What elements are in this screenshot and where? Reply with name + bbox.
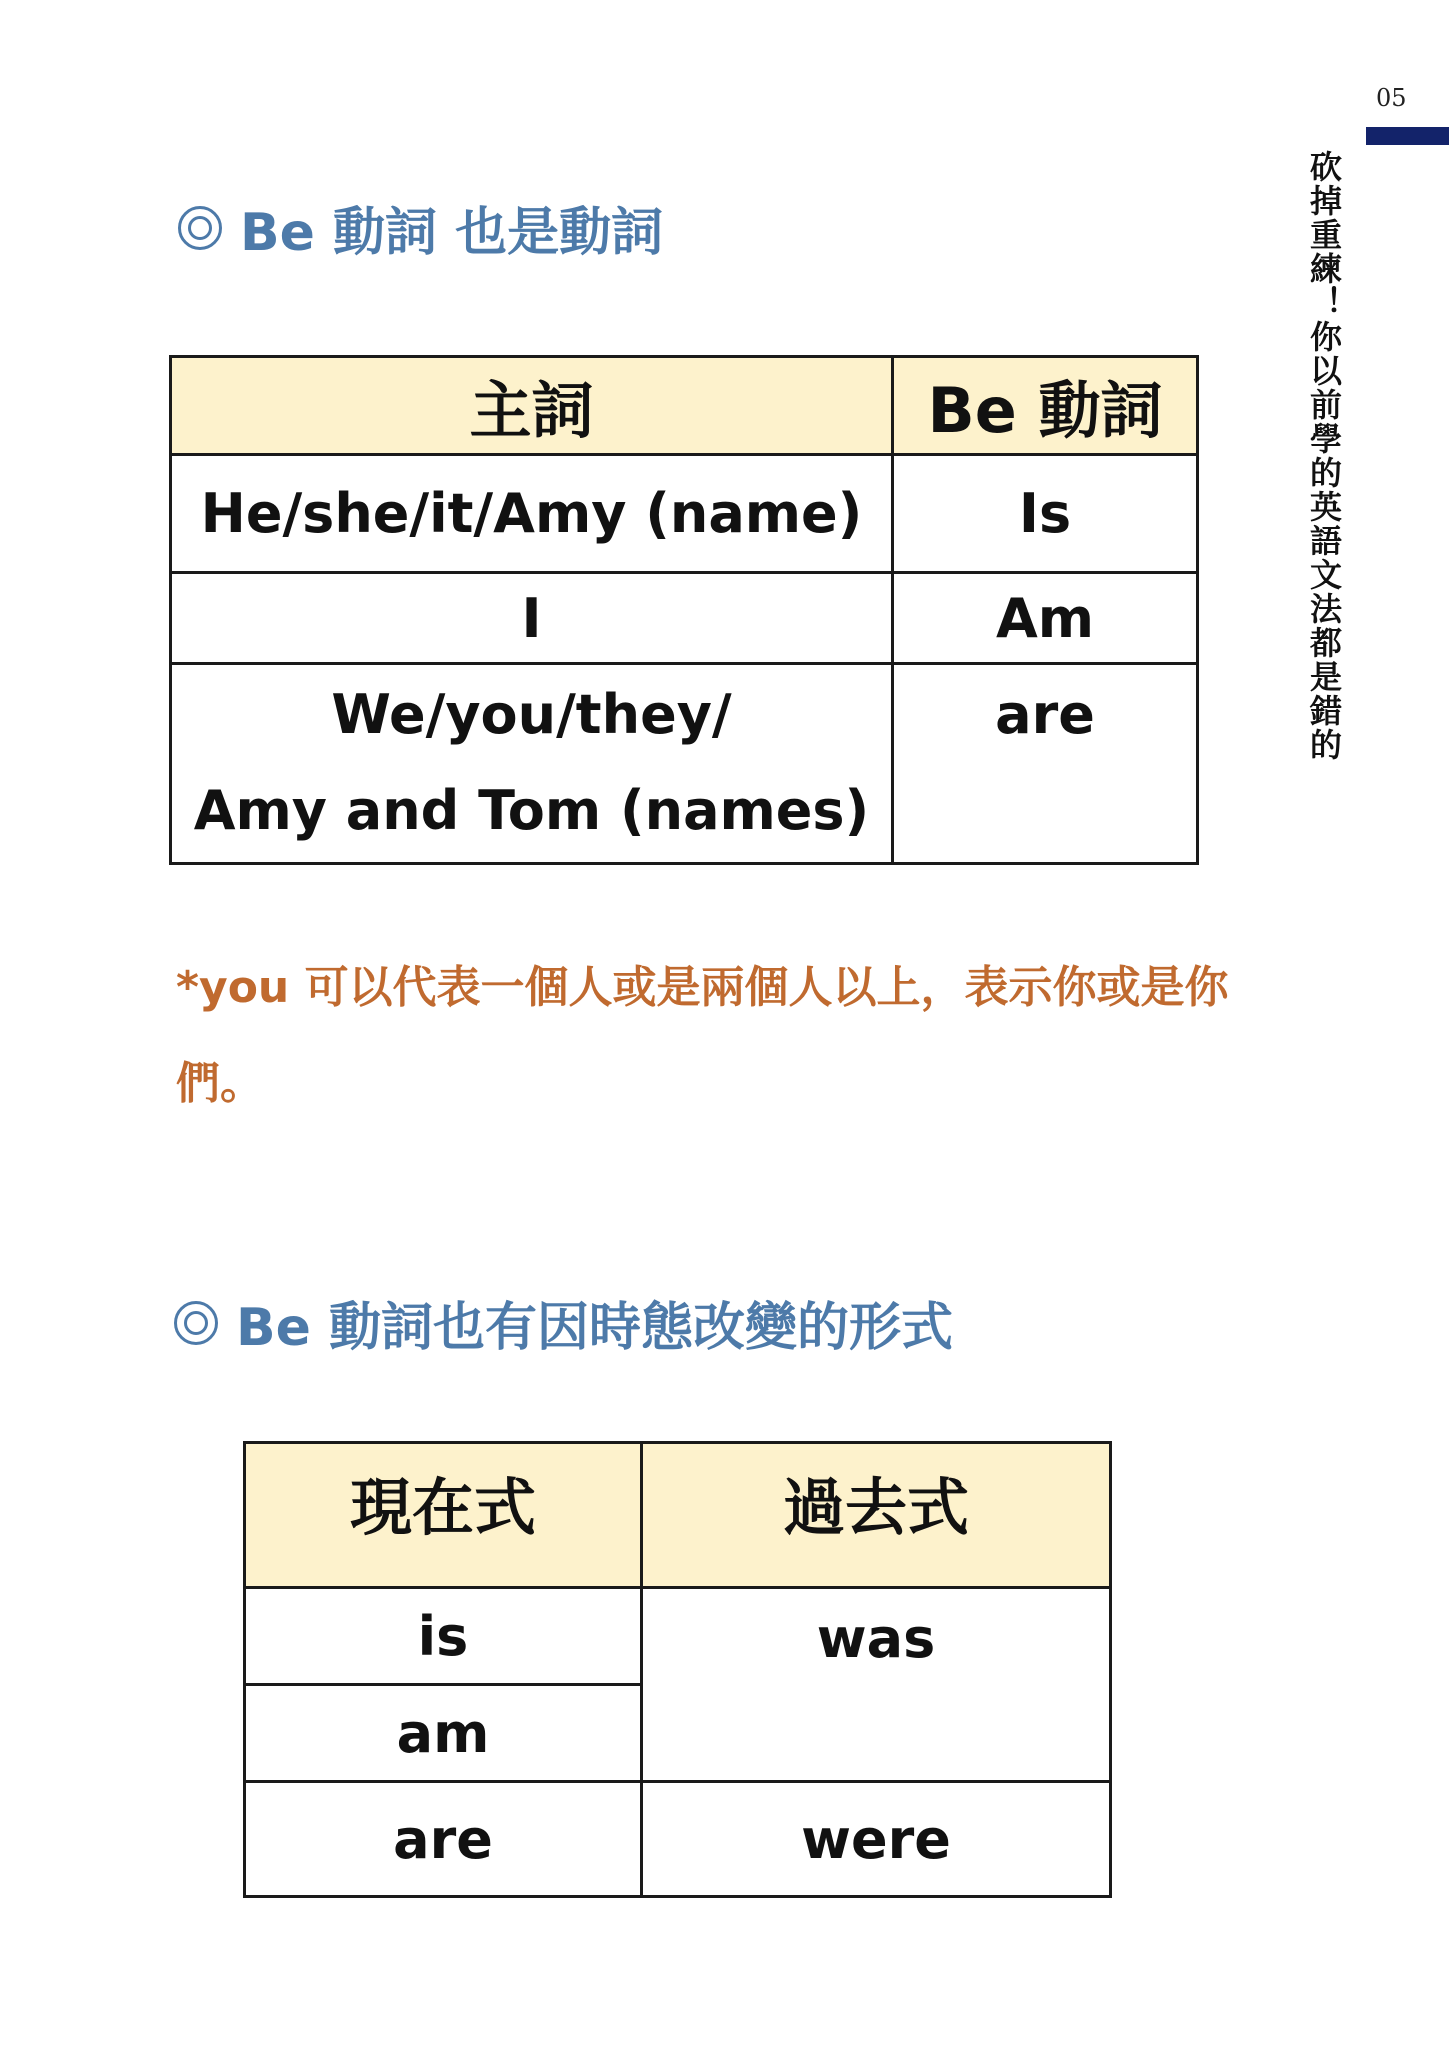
table-header-row [245,1443,1111,1588]
page-number: 05 [1376,84,1407,112]
header-subject: 主詞 [171,357,893,455]
cell-past: were [642,1782,1111,1897]
table-row [245,1782,1111,1897]
cell-verb-text: are [995,683,1095,746]
table-row [171,664,1198,864]
cell-past: was [642,1588,1111,1782]
cell-subject-line: Amy and Tom (names) [193,779,870,842]
double-circle-icon [178,206,222,250]
section-heading-text: Be 動詞 也是動詞 [240,203,664,263]
table-header-row [171,357,1198,455]
cell-verb [893,664,1198,864]
page-number-bar [1366,127,1449,145]
header-past: 過去式 [642,1443,1111,1588]
note-text: *you 可以代表一個人或是兩個人以上，表示你或是你們。 [176,962,1229,1109]
cell-subject [171,664,893,864]
table-row [245,1588,1111,1685]
subject-be-verb-table [169,355,1199,865]
side-chapter-title: 砍掉重練！你以前學的英語文法都是錯的 [1305,150,1343,762]
table-row [171,573,1198,664]
cell-subject: I [171,573,893,664]
cell-verb: Am [893,573,1198,664]
section-heading-be-verb [178,190,663,265]
tense-form-table [243,1441,1112,1898]
cell-present: is [245,1588,642,1685]
cell-subject-line: We/you/they/ [331,683,732,746]
section-heading-text: Be 動詞也有因時態改變的形式 [236,1298,954,1358]
cell-present: am [245,1685,642,1782]
header-be-verb: Be 動詞 [893,357,1198,455]
header-present: 現在式 [245,1443,642,1588]
cell-subject: He/she/it/Amy (name) [171,455,893,573]
cell-verb: Is [893,455,1198,573]
double-circle-icon [174,1301,218,1345]
section-heading-tense [174,1285,953,1360]
table-row [171,455,1198,573]
cell-present: are [245,1782,642,1897]
